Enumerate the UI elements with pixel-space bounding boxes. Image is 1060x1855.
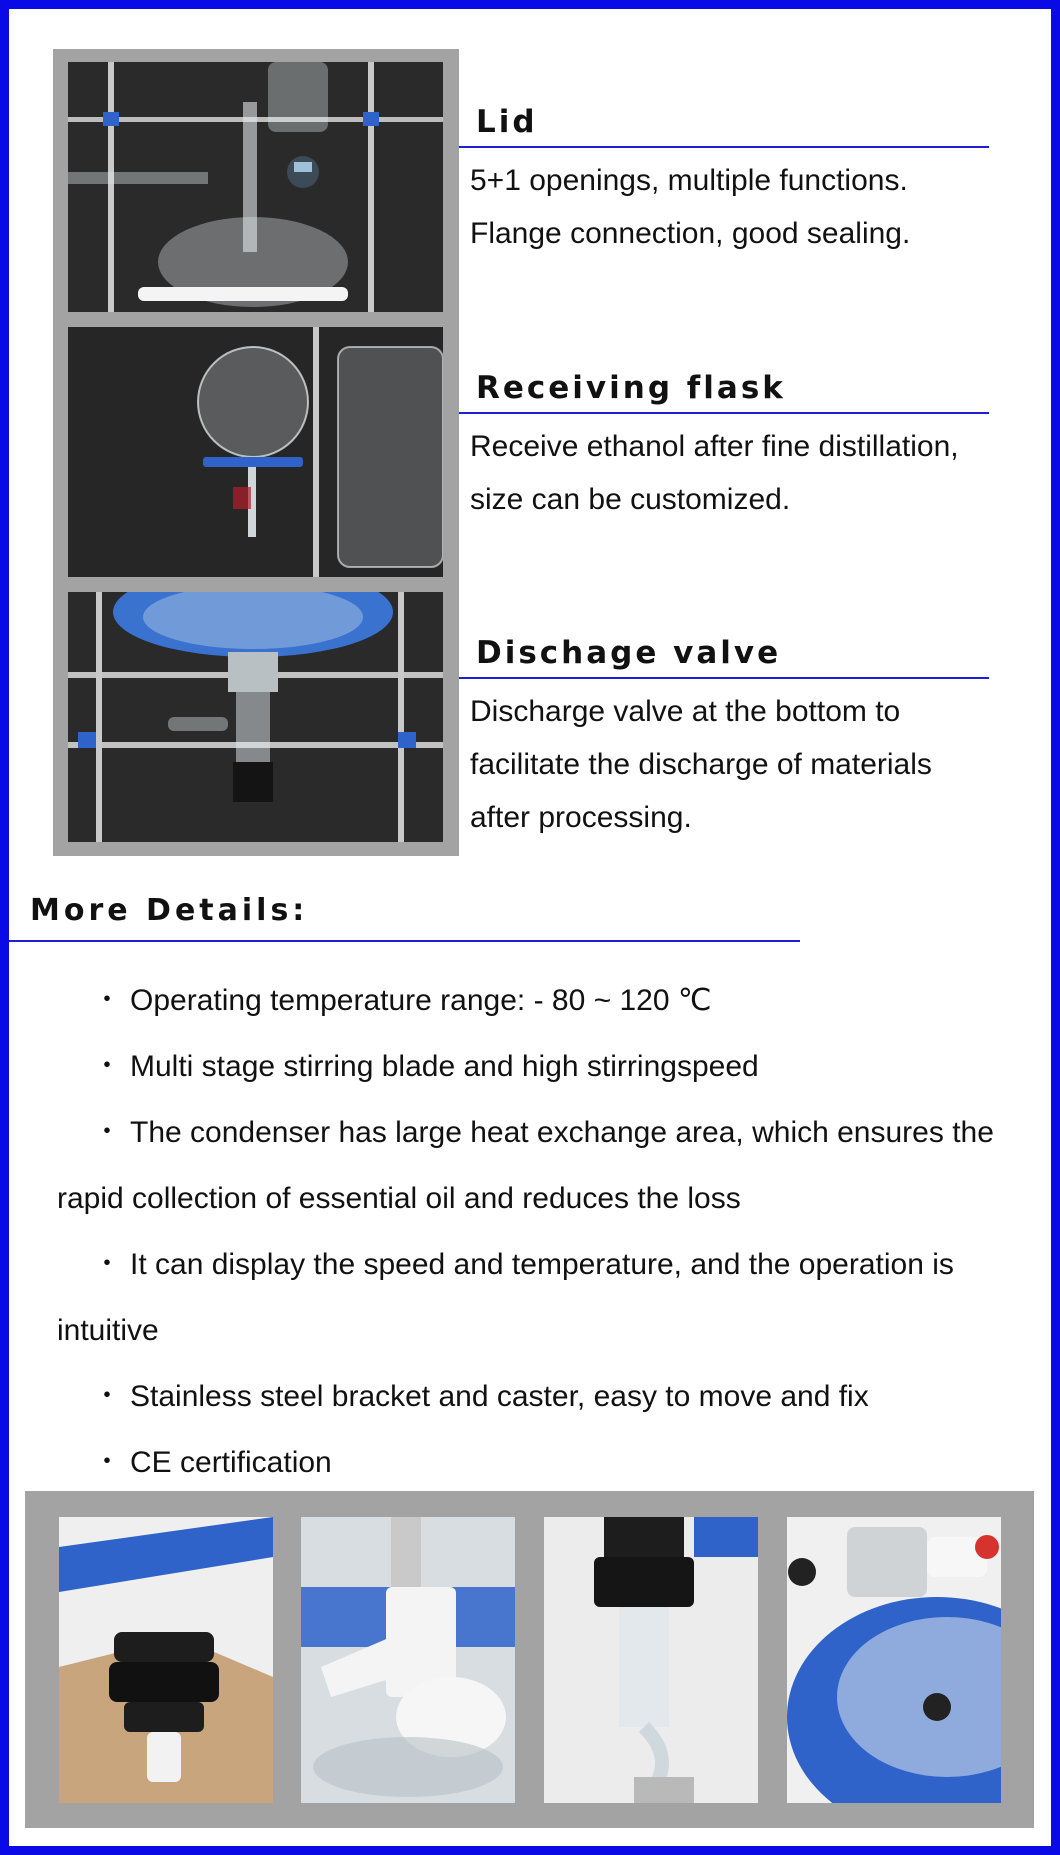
discharge-valve-photo: [68, 592, 443, 842]
more-details-divider: [9, 940, 800, 942]
description-line: 5+1 openings, multiple functions.: [470, 164, 908, 197]
gallery-photo-condenser: [544, 1517, 758, 1803]
bullet-icon: ・: [92, 1050, 122, 1083]
feature-lid: [459, 102, 989, 260]
description-line: facilitate the discharge of materials: [470, 748, 932, 781]
item-text: CE certification: [130, 1446, 332, 1479]
item-text: The condenser has large heat exchange area, which ensures the rapid collection of essential oil and reduces the loss: [57, 1116, 994, 1215]
list-item: [57, 1034, 1017, 1100]
feature-title: Lid: [476, 104, 538, 140]
more-details-heading: More Details:: [30, 893, 309, 928]
description-line: Flange connection, good sealing.: [470, 217, 911, 250]
list-item: [57, 1100, 1017, 1232]
description-line: size can be customized.: [470, 483, 791, 516]
bullet-icon: ・: [92, 984, 122, 1017]
feature-receiving-flask: [459, 368, 989, 526]
gallery-photo-reactor-lid: [787, 1517, 1001, 1803]
detail-photo-gallery: [25, 1491, 1034, 1828]
receiving-flask-photo: [68, 327, 443, 577]
list-item: [57, 1364, 1017, 1430]
item-text: Stainless steel bracket and caster, easy to move and fix: [130, 1380, 869, 1413]
list-item: [57, 1232, 1017, 1364]
item-text: Operating temperature range: - 80 ~ 120 ℃: [130, 984, 712, 1017]
item-text: Multi stage stirring blade and high stirringspeed: [130, 1050, 759, 1083]
bullet-icon: ・: [92, 1380, 122, 1413]
feature-title: Dischage valve: [476, 635, 782, 671]
feature-title: Receiving flask: [476, 370, 786, 406]
bullet-icon: ・: [92, 1248, 122, 1281]
description-line: Discharge valve at the bottom to: [470, 695, 901, 728]
gallery-photo-stirrer: [301, 1517, 515, 1803]
bullet-icon: ・: [92, 1116, 122, 1149]
feature-discharge-valve: [459, 633, 989, 844]
list-item: [57, 968, 1017, 1034]
feature-description: [470, 420, 989, 526]
description-line: Receive ethanol after fine distillation,: [470, 430, 959, 463]
lid-photo: [68, 62, 443, 312]
list-item: [57, 1430, 1017, 1496]
feature-divider: [459, 412, 989, 414]
feature-divider: [459, 677, 989, 679]
description-line: after processing.: [470, 801, 692, 834]
gallery-photo-nozzle: [59, 1517, 273, 1803]
feature-description: [470, 154, 989, 260]
product-photo-column: [53, 49, 459, 856]
bullet-icon: ・: [92, 1446, 122, 1479]
details-list: [57, 968, 1017, 1496]
feature-description: [470, 685, 989, 844]
item-text: It can display the speed and temperature, and the operation is intuitive: [57, 1248, 954, 1347]
feature-divider: [459, 146, 989, 148]
